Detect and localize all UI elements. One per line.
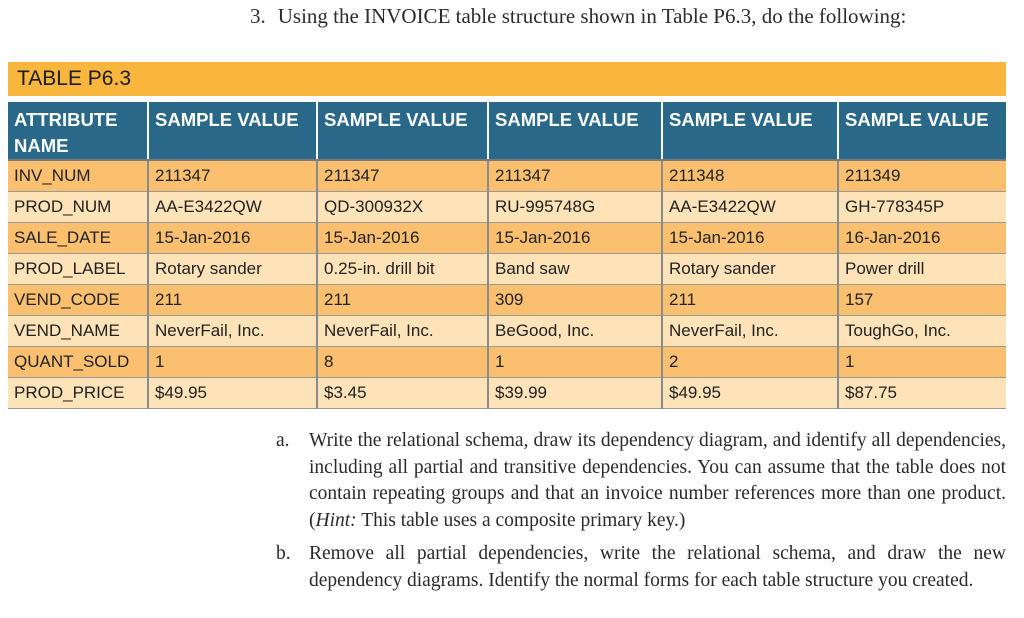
table-cell: ToughGo, Inc.: [838, 316, 1006, 347]
table-cell: 0.25-in. drill bit: [317, 254, 488, 285]
table-cell: NeverFail, Inc.: [317, 316, 488, 347]
table-cell: 211347: [317, 160, 488, 192]
attribute-name-cell: INV_NUM: [8, 160, 148, 192]
table-cell: AA-E3422QW: [662, 192, 838, 223]
table-row: [8, 223, 1006, 254]
question-list: [276, 428, 1006, 601]
header-sample-value: SAMPLE VALUE: [662, 102, 838, 160]
question-text: Remove all partial dependencies, write the relational schema, and draw the new dependency diagrams. Identify the normal forms for each table structure you created.: [309, 543, 1006, 591]
table-cell: $3.45: [317, 378, 488, 409]
table-cell: $87.75: [838, 378, 1006, 409]
table-cell: $49.95: [148, 378, 317, 409]
table-row: [8, 192, 1006, 223]
table-cell: NeverFail, Inc.: [662, 316, 838, 347]
attribute-name-cell: VEND_NAME: [8, 316, 148, 347]
problem-text: Using the INVOICE table structure shown in Table P6.3, do the following:: [277, 4, 907, 28]
invoice-table: [8, 102, 1006, 409]
table-cell: 211347: [488, 160, 662, 192]
question-label: b.: [276, 543, 291, 564]
table-cell: 211: [148, 285, 317, 316]
table-cell: 157: [838, 285, 1006, 316]
header-attribute-name: ATTRIBUTE NAME: [8, 102, 148, 160]
header-sample-value: SAMPLE VALUE: [488, 102, 662, 160]
table-cell: 1: [148, 347, 317, 378]
problem-statement: [250, 4, 906, 29]
table-cell: 15-Jan-2016: [662, 223, 838, 254]
table-cell: GH-778345P: [838, 192, 1006, 223]
table-cell: 15-Jan-2016: [488, 223, 662, 254]
table-row: [8, 316, 1006, 347]
hint-label: Hint:: [315, 509, 357, 531]
table-cell: 8: [317, 347, 488, 378]
table-cell: $49.95: [662, 378, 838, 409]
question-text-part: Write the relational schema, draw its dependency diagram, and identify all dependencies, including all partial and transitive dependencies. You can assume that the table does not contain repeating groups and that an invoice number references more than one product. (: [309, 430, 1006, 531]
table-row: [8, 160, 1006, 192]
table-cell: Band saw: [488, 254, 662, 285]
question-label: a.: [276, 430, 290, 451]
table-cell: Rotary sander: [148, 254, 317, 285]
table-cell: 309: [488, 285, 662, 316]
table-cell: 15-Jan-2016: [148, 223, 317, 254]
table-row: [8, 285, 1006, 316]
problem-number: 3.: [250, 4, 266, 28]
header-sample-value: SAMPLE VALUE: [317, 102, 488, 160]
attribute-name-cell: VEND_CODE: [8, 285, 148, 316]
question-text-part: This table uses a composite primary key.): [356, 509, 686, 531]
table-row: [8, 254, 1006, 285]
table-cell: 211347: [148, 160, 317, 192]
header-sample-value: SAMPLE VALUE: [838, 102, 1006, 160]
table-cell: 211348: [662, 160, 838, 192]
table-cell: QD-300932X: [317, 192, 488, 223]
table-cell: Rotary sander: [662, 254, 838, 285]
attribute-name-cell: SALE_DATE: [8, 223, 148, 254]
table-cell: 2: [662, 347, 838, 378]
table-cell: 16-Jan-2016: [838, 223, 1006, 254]
table-cell: 1: [488, 347, 662, 378]
table-cell: RU-995748G: [488, 192, 662, 223]
table-cell: $39.99: [488, 378, 662, 409]
table-cell: 1: [838, 347, 1006, 378]
question-text: [309, 430, 1006, 531]
table-row: [8, 378, 1006, 409]
header-sample-value: SAMPLE VALUE: [148, 102, 317, 160]
table-cell: 211: [317, 285, 488, 316]
table-cell: BeGood, Inc.: [488, 316, 662, 347]
table-caption: TABLE P6.3: [8, 62, 1006, 96]
table-cell: Power drill: [838, 254, 1006, 285]
table-cell: 15-Jan-2016: [317, 223, 488, 254]
table-cell: 211: [662, 285, 838, 316]
table-cell: AA-E3422QW: [148, 192, 317, 223]
question-item-a: [276, 428, 1006, 534]
attribute-name-cell: PROD_LABEL: [8, 254, 148, 285]
attribute-name-cell: PROD_PRICE: [8, 378, 148, 409]
question-item-b: [276, 541, 1006, 594]
attribute-name-cell: QUANT_SOLD: [8, 347, 148, 378]
table-header-row: [8, 102, 1006, 160]
table-row: [8, 347, 1006, 378]
table-cell: 211349: [838, 160, 1006, 192]
attribute-name-cell: PROD_NUM: [8, 192, 148, 223]
table-cell: NeverFail, Inc.: [148, 316, 317, 347]
